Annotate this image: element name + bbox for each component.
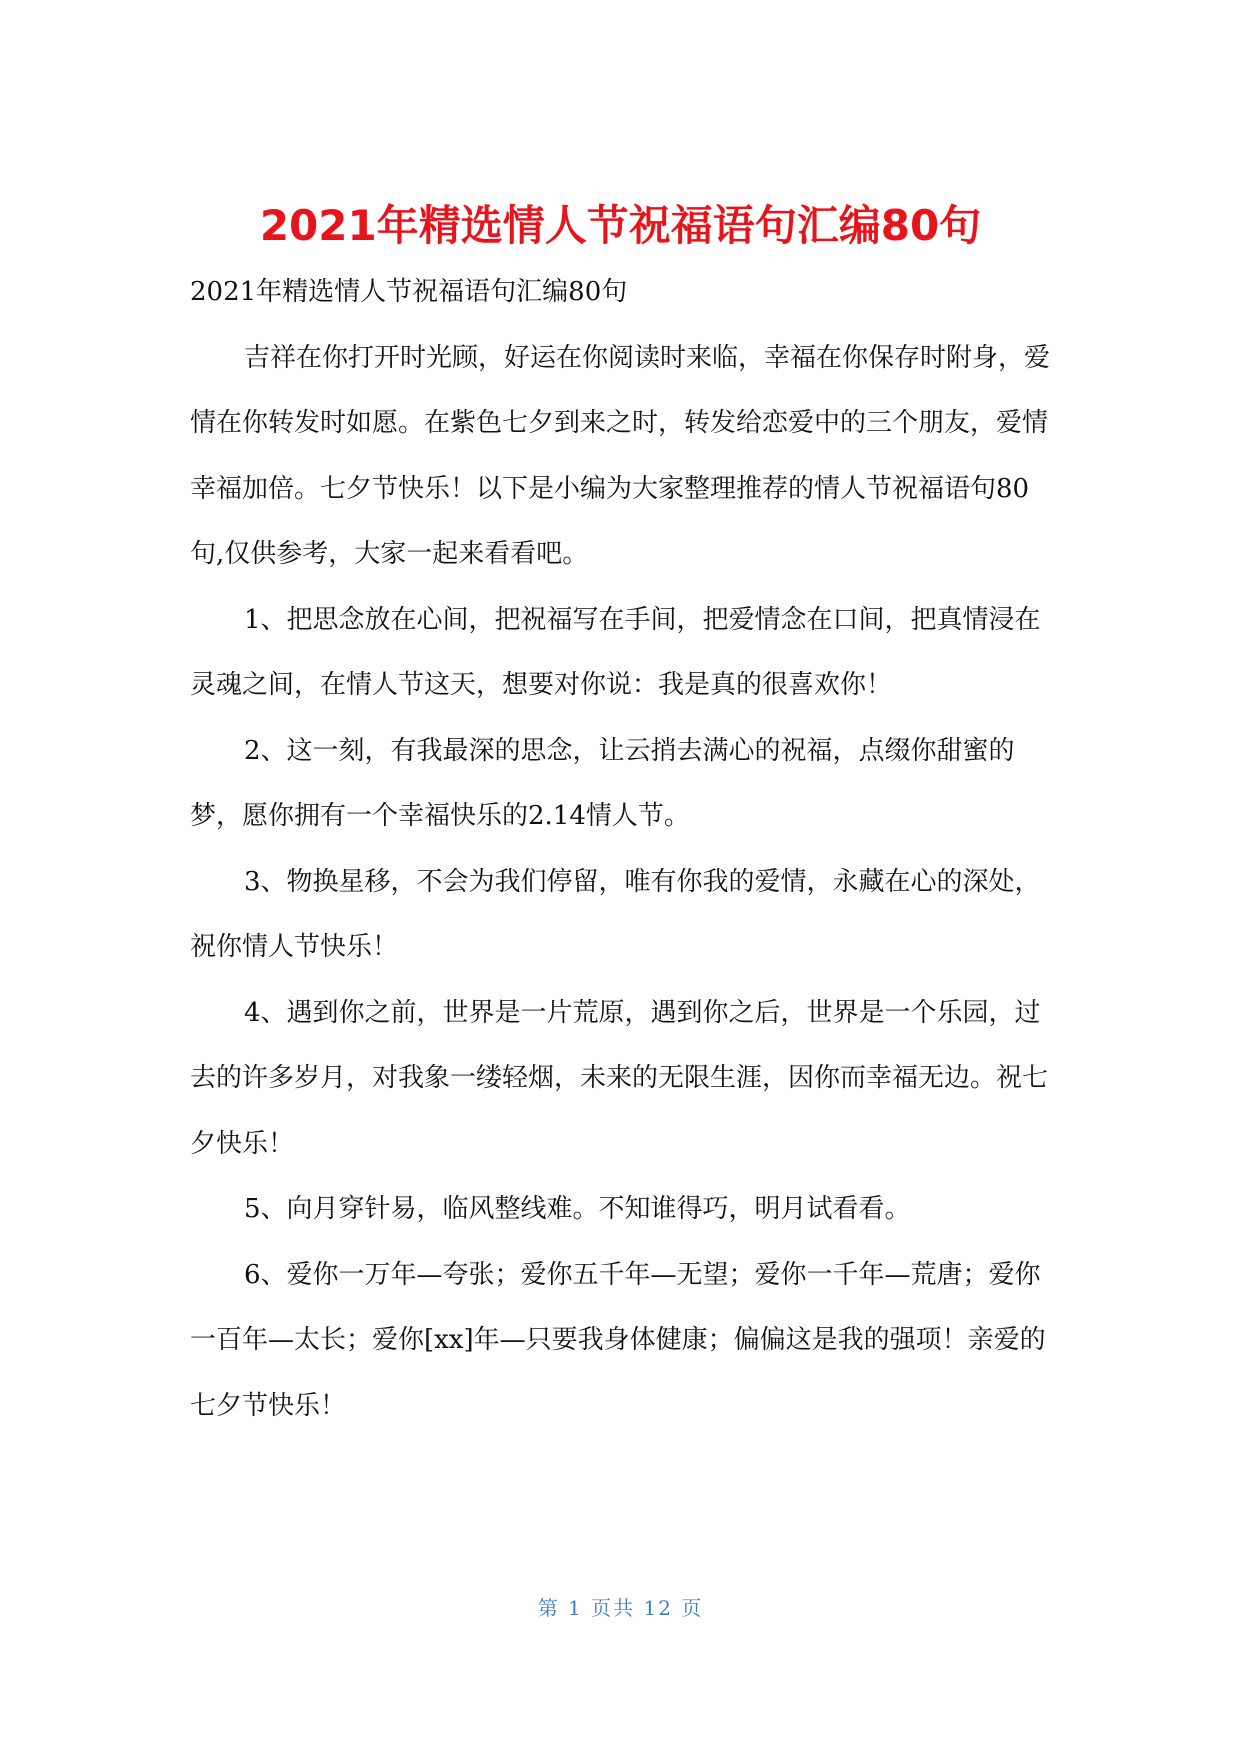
document-subtitle: 2021年精选情人节祝福语句汇编80句 [190,277,628,307]
blessing-item-5: 5、向月穿针易，临风整线难。不知谁得巧，明月试看看。 [244,1194,911,1224]
blessing-item-3: 3、物换星移，不会为我们停留，唯有你我的爱情，永藏在心的深处，祝你情人节快乐！ [190,866,1041,962]
document-body [190,260,1052,1439]
blessing-item-2: 2、这一刻，有我最深的思念，让云捎去满心的祝福，点缀你甜蜜的梦，愿你拥有一个幸福快乐的2.14情人节。 [190,735,1015,831]
page-footer: 第 1 页共 12 页 [537,1596,704,1620]
blessing-item-4: 4、遇到你之前，世界是一片荒原，遇到你之后，世界是一个乐园，过去的许多岁月，对我象一缕轻烟，未来的无限生涯，因你而幸福无边。祝七夕快乐！ [190,997,1049,1159]
intro-paragraph: 吉祥在你打开时光顾，好运在你阅读时来临，幸福在你保存时附身，爱情在你转发时如愿。在紫色七夕到来之时，转发给恋爱中的三个朋友，爱情幸福加倍。七夕节快乐！以下是小编为大家整理推荐的情人节祝福语句80句,仅供参考，大家一起来看看吧。 [190,342,1051,569]
document-title: 2021年精选情人节祝福语句汇编80句 [259,201,982,250]
blessing-item-1: 1、把思念放在心间，把祝福写在手间，把爱情念在口间，把真情浸在灵魂之间，在情人节这天，想要对你说：我是真的很喜欢你！ [190,604,1041,700]
blessing-item-6: 6、爱你一万年—夸张；爱你五千年—无望；爱你一千年—荒唐；爱你一百年—太长；爱你[xx]年—只要我身体健康；偏偏这是我的强项！亲爱的七夕节快乐！ [190,1259,1046,1421]
